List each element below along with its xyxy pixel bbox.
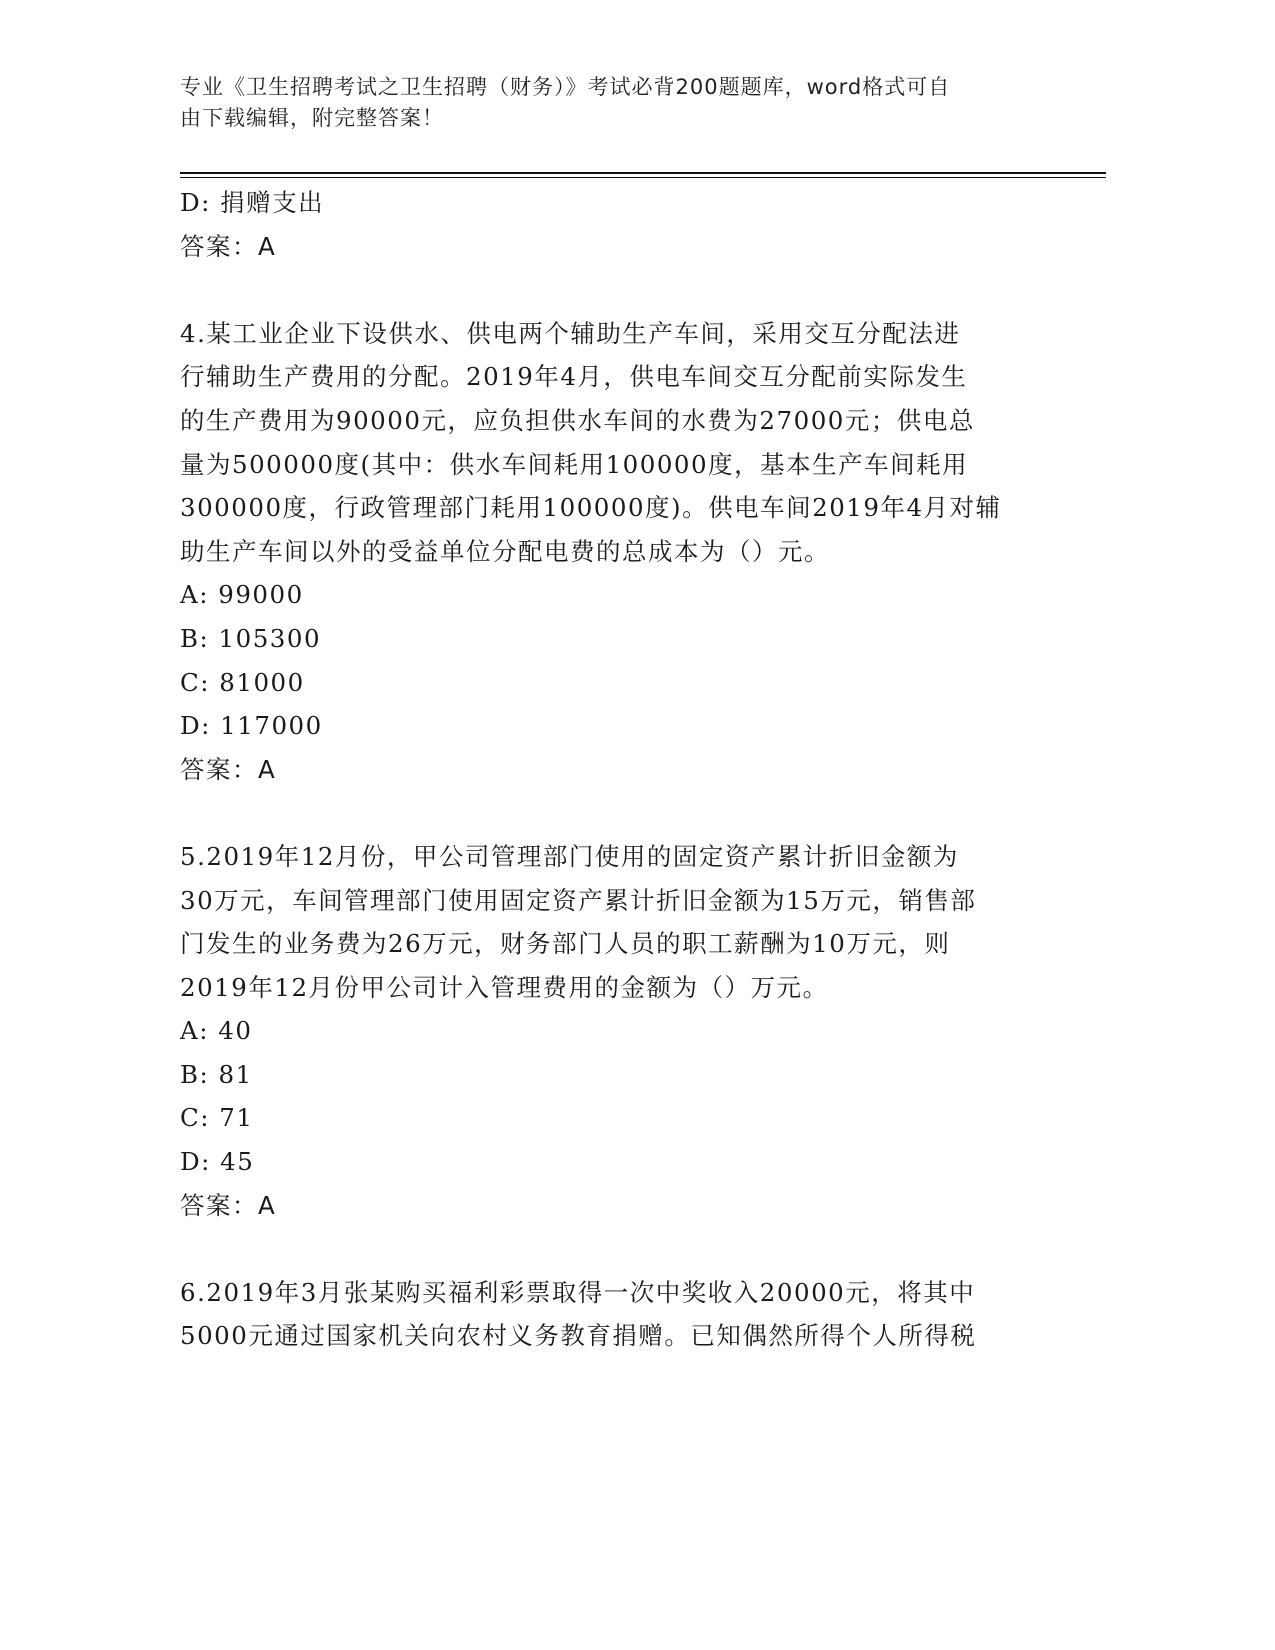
question-5 [180,835,1060,1227]
q5-stem-line: 2019年12月份甲公司计入管理费用的金额为（）万元。 [180,972,829,1002]
header-divider-thick [180,172,1106,174]
q4-stem-line: 的生产费用为90000元，应负担供水车间的水费为27000元；供电总 [180,405,975,435]
q5-stem-line: 门发生的业务费为26万元，财务部门人员的职工薪酬为10万元，则 [180,929,951,959]
q5-option-d: D: 45 [180,1147,255,1177]
spacer [180,268,1060,312]
prev-answer: 答案：A [180,231,277,261]
q4-option-a: A: 99000 [180,580,304,610]
prev-option-d: D: 捐赠支出 [180,188,325,217]
q4-stem-line: 行辅助生产费用的分配。2019年4月，供电车间交互分配前实际发生 [180,362,968,392]
q5-option-b: B: 81 [180,1059,253,1089]
q6-stem-line: 5000元通过国家机关向农村义务教育捐赠。已知偶然所得个人所得税 [180,1321,977,1351]
q4-answer: 答案：A [180,754,277,784]
question-4 [180,312,1060,792]
header-divider-thin [180,177,1106,178]
spacer [180,1227,1060,1271]
q5-stem-line: 5.2019年12月份，甲公司管理部门使用的固定资产累计折旧金额为 [180,841,959,871]
q4-option-c: C: 81000 [180,667,305,697]
q4-stem-line: 4.某工业企业下设供水、供电两个辅助生产车间，采用交互分配法进 [180,318,961,348]
page-header [180,72,1060,134]
q5-stem-line: 30万元，车间管理部门使用固定资产累计折旧金额为15万元，销售部 [180,885,977,915]
q4-stem-line: 300000度，行政管理部门耗用100000度)。供电车间2019年4月对辅 [180,493,1002,523]
q4-stem-line: 助生产车间以外的受益单位分配电费的总成本为（）元。 [180,536,830,566]
q4-option-b: B: 105300 [180,623,322,653]
q4-stem-line: 量为500000度(其中：供水车间耗用100000度，基本生产车间耗用 [180,449,969,479]
q5-option-a: A: 40 [180,1016,253,1046]
q5-answer: 答案：A [180,1190,277,1220]
q5-option-c: C: 71 [180,1103,254,1133]
q6-stem-line: 6.2019年3月张某购买福利彩票取得一次中奖收入20000元，将其中 [180,1277,976,1307]
spacer [180,791,1060,835]
header-line-1: 专业《卫生招聘考试之卫生招聘（财务）》考试必背200题题库，word格式可自 [180,75,951,99]
question-6 [180,1271,1060,1358]
q4-option-d: D: 117000 [180,711,323,741]
header-line-2: 由下载编辑，附完整答案！ [180,106,444,130]
question-content [180,181,1060,1358]
